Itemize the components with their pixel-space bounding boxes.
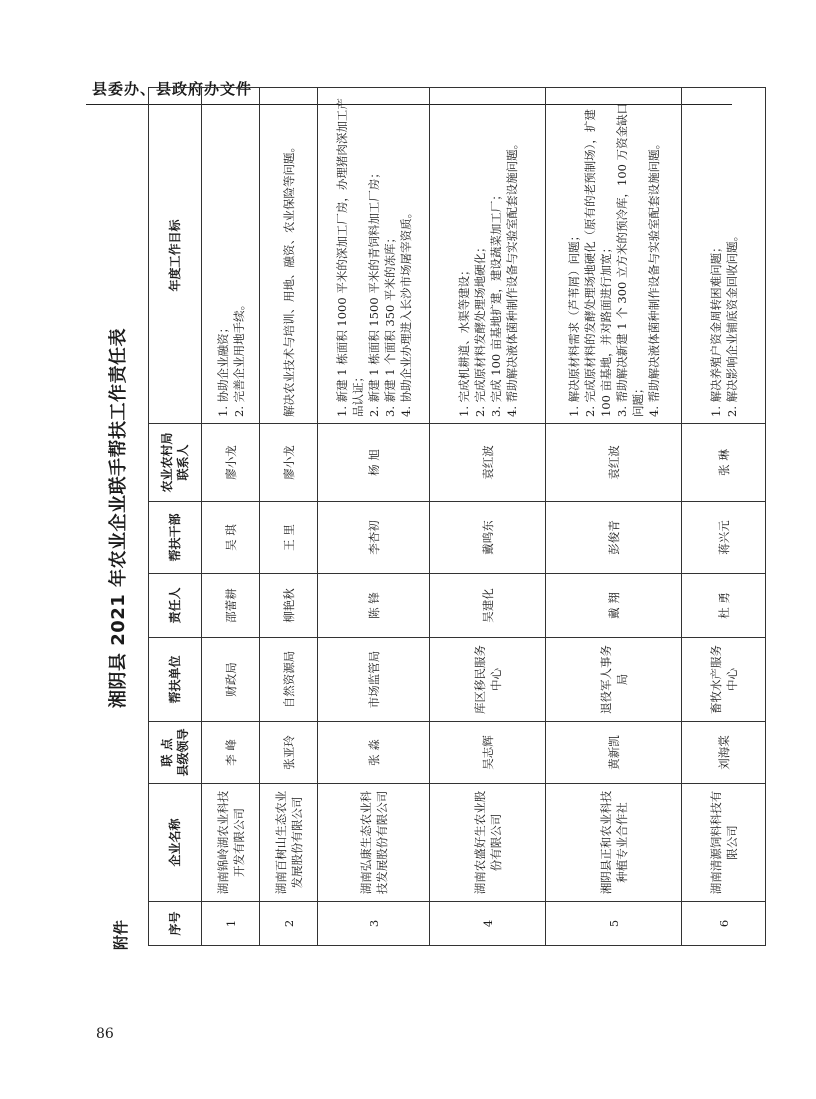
cell-unit: 库区移民服务中心 — [430, 638, 546, 722]
cell-leader: 张 淼 — [318, 722, 430, 784]
col-header-contact-line: 农业农村局 — [160, 432, 174, 493]
table-row — [430, 88, 546, 946]
cell-goals — [260, 88, 318, 424]
responsibility-table — [148, 87, 766, 946]
cell-leader: 刘海棠 — [682, 722, 766, 784]
cell-responsible: 柳艳秋 — [260, 574, 318, 638]
cell-company: 湖南清源饲料科技有限公司 — [682, 784, 766, 902]
goal-line: 3. 新建 1 个面积 350 平米的冻库； — [382, 231, 397, 417]
goal-line: 1. 协助企业融资； — [215, 321, 230, 417]
cell-unit: 市场监管局 — [318, 638, 430, 722]
cell-goals — [318, 88, 430, 424]
cell-cadre: 蒋兴元 — [682, 502, 766, 574]
cell-contact: 袁红波 — [546, 424, 682, 502]
cell-cadre: 戴鸣东 — [430, 502, 546, 574]
document-title: 湘阴县 2021 年农业企业联手帮扶工作责任表 — [108, 327, 129, 709]
col-header-unit: 帮扶单位 — [149, 638, 202, 722]
cell-unit: 退役军人事务局 — [546, 638, 682, 722]
table-row — [682, 88, 766, 946]
attachment-label: 附件 — [112, 919, 130, 950]
goal-line: 解决农业技术与培训、用地、融资、农业保险等问题。 — [281, 141, 296, 417]
goal-line: 4. 帮助解决液体菌种制作设备与实验室配套设施问题。 — [504, 137, 519, 417]
cell-leader: 张亚玲 — [260, 722, 318, 784]
goal-line: 4. 帮助解决液体菌种制作设备与实验室配套设施问题。 — [646, 137, 661, 417]
table-header-row — [149, 88, 202, 946]
cell-seq: 5 — [546, 902, 682, 946]
cell-cadre: 彭俊青 — [546, 502, 682, 574]
cell-company: 湖南百树山生态农业发展股份有限公司 — [260, 784, 318, 902]
cell-leader: 李 峰 — [202, 722, 260, 784]
cell-unit: 财政局 — [202, 638, 260, 722]
goal-line: 2. 解决影响企业铺底资金回收问题。 — [724, 229, 739, 417]
col-header-goals: 年度工作目标 — [149, 88, 202, 424]
cell-seq: 4 — [430, 902, 546, 946]
col-header-cadre: 帮扶干部 — [149, 502, 202, 574]
goal-line: 3. 帮助解决新建 1 个 300 立方米的预冷库，100 万资金缺口问题； — [614, 102, 645, 417]
table-row — [202, 88, 260, 946]
cell-goals — [430, 88, 546, 424]
goal-line: 2. 完成原材料的发酵处理场地硬化（原有的老预制场），扩建 100 亩基地，并对路面进行加宽； — [582, 109, 613, 417]
goal-line: 2. 完成原材料发酵处理场地硬化； — [472, 241, 487, 417]
goal-line: 1. 完成机耕道、水渠等建设； — [456, 264, 471, 417]
cell-responsible: 戴 翔 — [546, 574, 682, 638]
cell-company: 湖南锦岭湖农业科技开发有限公司 — [202, 784, 260, 902]
cell-goals — [682, 88, 766, 424]
goal-line: 1. 解决原材料需求（芦苇屑）问题； — [566, 229, 581, 417]
cell-seq: 1 — [202, 902, 260, 946]
header-title: 县委办、县政府办文件 — [92, 80, 253, 98]
rotated-content — [92, 78, 740, 958]
cell-goals — [546, 88, 682, 424]
cell-leader: 黄新凯 — [546, 722, 682, 784]
cell-unit: 畜牧水产服务中心 — [682, 638, 766, 722]
cell-contact: 廖小龙 — [260, 424, 318, 502]
col-header-seq: 序号 — [149, 902, 202, 946]
goal-line: 1. 新建 1 栋面积 1000 平米的深加工厂房，办理猪肉深加工产品认证； — [334, 98, 365, 417]
col-header-responsible: 责任人 — [149, 574, 202, 638]
table-row — [318, 88, 430, 946]
table-row — [260, 88, 318, 946]
cell-seq: 3 — [318, 902, 430, 946]
col-header-company: 企业名称 — [149, 784, 202, 902]
cell-goals — [202, 88, 260, 424]
goal-line: 2. 完善企业用地手续。 — [231, 298, 246, 417]
cell-contact: 廖小龙 — [202, 424, 260, 502]
col-header-contact — [149, 424, 202, 502]
cell-cadre: 李杏初 — [318, 502, 430, 574]
cell-contact: 袁红波 — [430, 424, 546, 502]
cell-responsible: 吴建化 — [430, 574, 546, 638]
cell-cadre: 王 里 — [260, 502, 318, 574]
cell-responsible: 杜 勇 — [682, 574, 766, 638]
cell-unit: 自然资源局 — [260, 638, 318, 722]
table-row — [546, 88, 682, 946]
cell-company: 湖南弘康生态农业科技发展股份有限公司 — [318, 784, 430, 902]
cell-company: 湘阴县正和农业科技种植专业合作社 — [546, 784, 682, 902]
cell-company: 湖南农盛好生农业股份有限公司 — [430, 784, 546, 902]
goal-line: 1. 解决养殖户资金周转困难问题； — [708, 241, 723, 417]
cell-responsible: 陈 锋 — [318, 574, 430, 638]
cell-leader: 吴志辉 — [430, 722, 546, 784]
cell-seq: 2 — [260, 902, 318, 946]
cell-responsible: 邵蕾耕 — [202, 574, 260, 638]
col-header-leader-line: 联 点 — [160, 738, 174, 767]
cell-seq: 6 — [682, 902, 766, 946]
col-header-leader-line: 县级领导 — [176, 728, 190, 777]
goal-line: 3. 完成 100 亩基地扩建，建设蔬菜加工厂； — [488, 189, 503, 417]
col-header-contact-line: 联系人 — [176, 444, 190, 481]
col-header-leader — [149, 722, 202, 784]
cell-contact: 杨 旭 — [318, 424, 430, 502]
cell-contact: 张 琳 — [682, 424, 766, 502]
cell-cadre: 吴 琪 — [202, 502, 260, 574]
goal-line: 2. 新建 1 栋面积 1500 平米的青饲料加工厂房； — [366, 167, 381, 417]
page-number: 86 — [96, 1026, 114, 1042]
goal-line: 4. 协助企业办理进入长沙市场屠宰资质。 — [398, 206, 413, 417]
